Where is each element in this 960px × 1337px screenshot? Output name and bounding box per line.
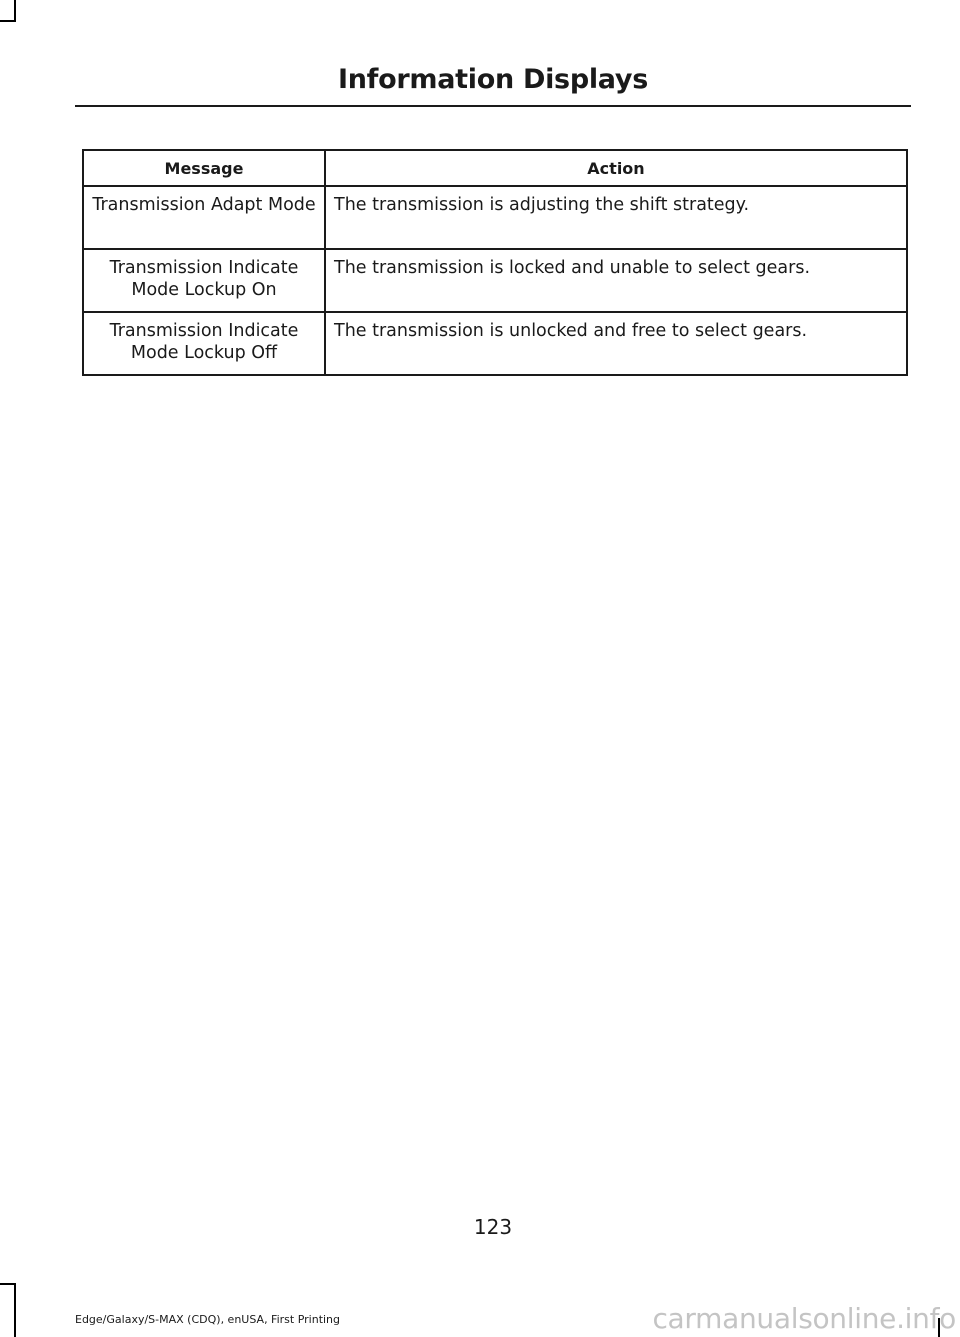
table-header-row (83, 150, 907, 186)
crop-mark-top-left-horizontal (0, 20, 16, 22)
table-row (83, 186, 907, 249)
action-cell: The transmission is unlocked and free to select gears. (325, 312, 907, 375)
message-cell: Transmission Indicate Mode Lockup Off (83, 312, 325, 375)
column-header-action: Action (325, 150, 907, 186)
table-row (83, 249, 907, 312)
title-rule (75, 105, 911, 107)
message-cell: Transmission Adapt Mode (83, 186, 325, 249)
section-title: Information Displays (338, 64, 648, 95)
table-row (83, 312, 907, 375)
column-header-message: Message (83, 150, 325, 186)
crop-mark-bottom-left-vertical (14, 1283, 16, 1337)
messages-table (82, 149, 908, 376)
watermark: carmanualsonline.info (652, 1302, 956, 1335)
action-cell: The transmission is locked and unable to select gears. (325, 249, 907, 312)
crop-mark-top-left-vertical (14, 0, 16, 22)
action-cell: The transmission is adjusting the shift strategy. (325, 186, 907, 249)
edition-footer: Edge/Galaxy/S-MAX (CDQ), enUSA, First Printing (75, 1313, 341, 1326)
message-cell: Transmission Indicate Mode Lockup On (83, 249, 325, 312)
page-number: 123 (473, 1215, 513, 1239)
crop-mark-bottom-left-horizontal (0, 1283, 16, 1285)
